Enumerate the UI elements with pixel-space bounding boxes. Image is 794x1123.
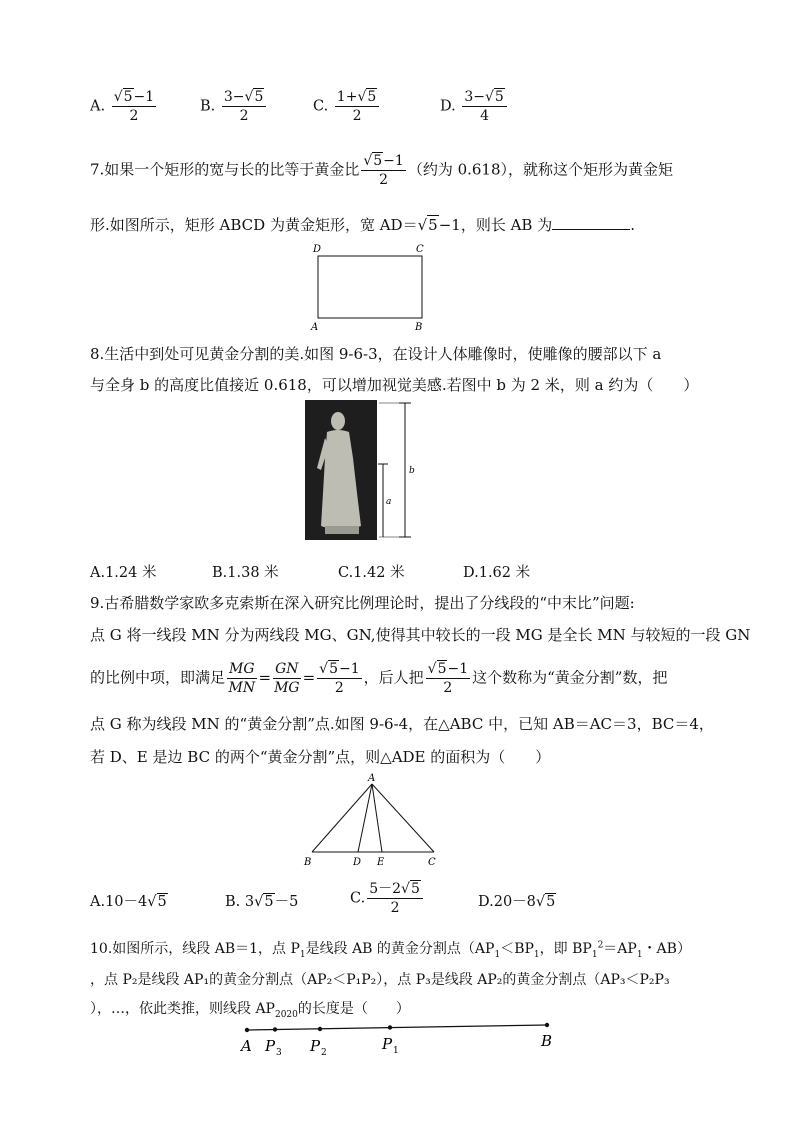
q9-line3: 的比例中项，即满足 $\frac{MG}{MN}$ = $\frac{GN}{MG}$ = $\frac{√5-1}{2}$ ，后人把 $\frac{√5-1}{2}$ 这个数称为“黄金分割”数，把 — [90, 661, 668, 696]
point-p3 — [273, 1027, 277, 1031]
label-p2-subscript: 2 — [321, 1048, 327, 1058]
q8-option-b: B.1.38 米 — [212, 565, 279, 581]
label-p2: P — [310, 1037, 321, 1055]
q9-line4: 点 G 称为线段 MN 的“黄金分割”点.如图 9-6-4，在△ABC 中，已知 AB＝AC＝3，BC＝4， — [90, 715, 714, 733]
q10-line2: ，点 P₂是线段 AP₁的黄金分割点（AP₂＜P₁P₂），点 P₃是线段 AP₂的黄金分割点（AP₃＜P₂P₃ — [90, 972, 670, 988]
fraction: $\frac{1+√5}{2}$ — [335, 88, 379, 125]
triangle-figure — [300, 770, 445, 870]
q9-line5: 若 D、E 是边 BC 的两个“黄金分割”点，则△ADE 的面积为（ ） — [90, 748, 551, 766]
q10-line1: 10.如图所示，线段 AB＝1，点 $P_1$是线段 AB 的黄金分割点（$AP_1<BP_1$，即 $BP_1^2=AP_1$・AB） — [90, 940, 691, 960]
point-p2 — [318, 1027, 322, 1031]
q9-option-b: B. 3√5－5 — [225, 894, 299, 910]
golden-ratio-fraction: $\frac{√5-1}{2}$ — [363, 153, 404, 188]
q9-option-c: C. $\frac{5-2√5}{2}$ — [350, 880, 425, 917]
label-a: A — [368, 773, 376, 784]
label-b: B — [541, 1032, 553, 1050]
q8-line2: 与全身 b 的高度比值接近 0.618，可以增加视觉美感.若图中 b 为 2 米，则 a 约为（ ） — [90, 376, 699, 394]
label-p1-subscript: 1 — [393, 1046, 399, 1056]
q6-option-d — [440, 88, 509, 125]
q9-option-d: D.20－8√5 — [478, 894, 556, 910]
option-label: A. — [90, 98, 106, 115]
q6-option-a — [90, 88, 158, 125]
label-e: E — [377, 857, 385, 868]
q8-option-a: A.1.24 米 — [90, 565, 157, 581]
label-b: b — [409, 466, 415, 476]
option-label: C. — [313, 98, 329, 115]
q9-line2: 点 G 将一线段 MN 分为两线段 MG、GN,使得其中较长的一段 MG 是全长 MN 与较短的一段 GN — [90, 626, 751, 644]
label-c: C — [416, 244, 424, 255]
option-label: D. — [440, 98, 456, 115]
label-a: A — [241, 1037, 252, 1055]
q8-option-c: C.1.42 米 — [338, 565, 405, 581]
rectangle-figure — [305, 240, 435, 335]
label-b: B — [304, 857, 312, 868]
label-b: B — [415, 322, 423, 333]
q6-option-b — [200, 88, 268, 125]
label-p1: P — [382, 1035, 393, 1053]
label-a: a — [386, 497, 392, 507]
option-label: B. — [200, 98, 216, 115]
q7-line1: 7.如果一个矩形的宽与长的比等于黄金比 $\frac{√5-1}{2}$ （约为 0.618），就称这个矩形为黄金矩 — [90, 153, 674, 188]
fraction: $\frac{3-√5}{2}$ — [222, 88, 266, 125]
answer-blank — [552, 215, 630, 230]
label-p3: P — [265, 1037, 276, 1055]
point-a — [245, 1028, 249, 1032]
label-d: D — [313, 244, 322, 255]
segment-figure — [235, 1018, 565, 1060]
point-p1 — [388, 1025, 392, 1029]
label-a: A — [311, 322, 319, 333]
q10-line3: ），…，依此类推，则线段 $AP_{2020}$的长度是（ ） — [90, 1001, 410, 1020]
label-d: D — [353, 857, 362, 868]
q9-line1: 9.古希腊数学家欧多克索斯在深入研究比例理论时，提出了分线段的“中末比”问题: — [90, 594, 635, 612]
q8-option-d: D.1.62 米 — [463, 565, 531, 581]
point-b — [545, 1023, 549, 1027]
q7-line2: 形.如图所示，矩形 ABCD 为黄金矩形，宽 AD＝√5−1，则长 AB 为 . — [90, 216, 635, 234]
label-c: C — [428, 857, 436, 868]
statue-figure — [305, 398, 425, 544]
label-p3-subscript: 3 — [276, 1048, 282, 1058]
q9-option-a: A.10－4√5 — [90, 894, 167, 910]
fraction: $\frac{√5-1}{2}$ — [113, 89, 155, 124]
q8-line1: 8.生活中到处可见黄金分割的美.如图 9-6-3，在设计人体雕像时，使雕像的腰部以下 a — [90, 345, 662, 363]
q6-option-c — [313, 88, 381, 125]
fraction: $\frac{3-√5}{4}$ — [462, 88, 506, 125]
